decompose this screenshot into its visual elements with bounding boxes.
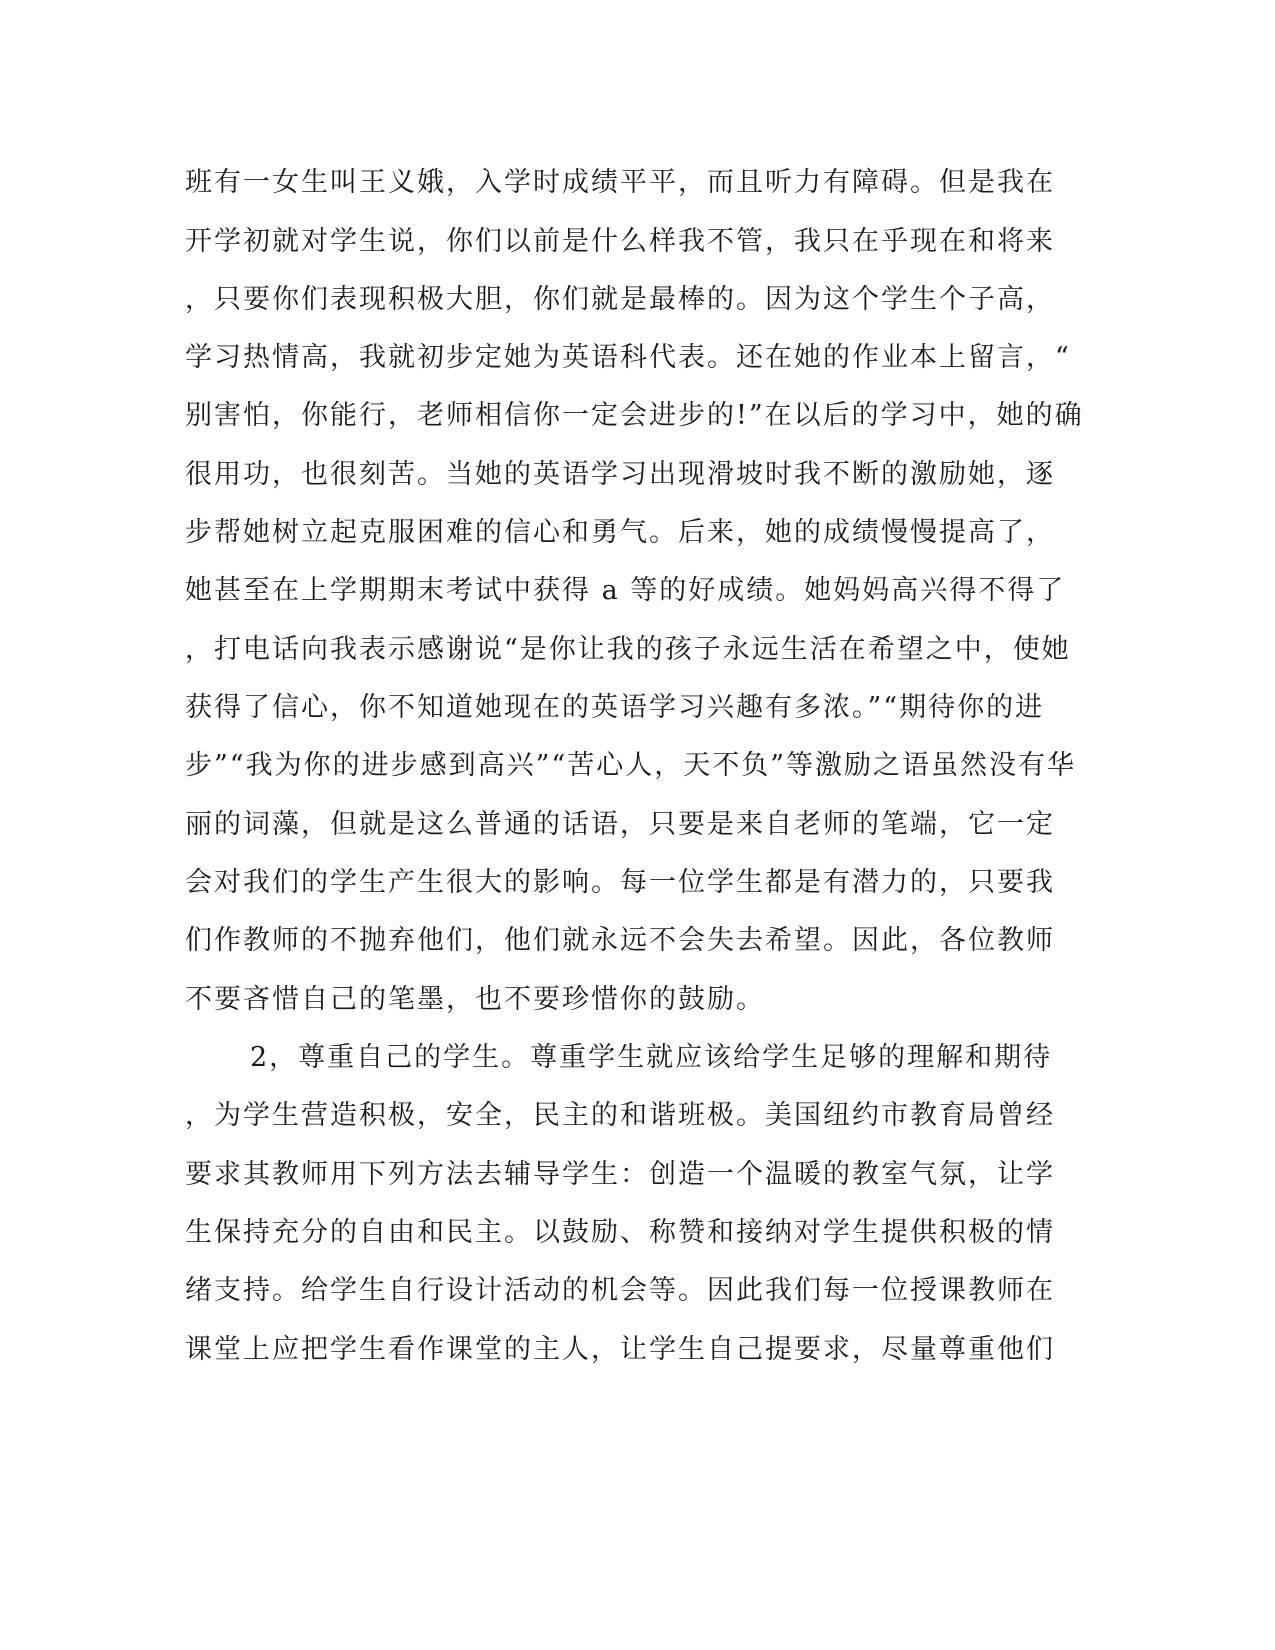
text-line: ，只要你们表现积极大胆，你们就是最棒的。因为这个学生个子高， xyxy=(185,284,1055,315)
text-line: 要求其教师用下列方法去辅导学生：创造一个温暖的教室气氛，让学 xyxy=(185,1159,1055,1190)
text-line: 获得了信心，你不知道她现在的英语学习兴趣有多浓。”“期待你的进 xyxy=(185,692,1045,723)
text-line: 绪支持。给学生自行设计活动的机会等。因此我们每一位授课教师在 xyxy=(185,1275,1055,1306)
text-line: 步帮她树立起克服困难的信心和勇气。后来，她的成绩慢慢提高了， xyxy=(185,517,1055,548)
text-line: 她甚至在上学期期末考试中获得 a 等的好成绩。她妈妈高兴得不得了 xyxy=(185,575,1066,606)
text-line: ，为学生营造积极，安全，民主的和谐班极。美国纽约市教育局曾经 xyxy=(185,1100,1055,1131)
text-line: 不要吝惜自己的笔墨，也不要珍惜你的鼓励。 xyxy=(185,984,765,1015)
text-line: 学习热情高，我就初步定她为英语科代表。还在她的作业本上留言，“ xyxy=(185,342,1071,373)
text-line: 会对我们的学生产生很大的影响。每一位学生都是有潜力的，只要我 xyxy=(185,867,1055,898)
text-line: ，打电话向我表示感谢说“是你让我的孩子永远生活在希望之中，使她 xyxy=(185,634,1071,665)
paragraph-start-line: 2，尊重自己的学生。尊重学生就应该给学生足够的理解和期待 xyxy=(250,1042,1053,1073)
text-line: 很用功，也很刻苦。当她的英语学习出现滑坡时我不断的激励她，逐 xyxy=(185,459,1055,490)
text-line: 班有一女生叫王义娥，入学时成绩平平，而且听力有障碍。但是我在 xyxy=(185,167,1055,198)
text-line: 步”“我为你的进步感到高兴”“苦心人，天不负”等激励之语虽然没有华 xyxy=(185,750,1077,781)
text-line: 生保持充分的自由和民主。以鼓励、称赞和接纳对学生提供积极的情 xyxy=(185,1217,1055,1248)
text-line: 别害怕，你能行，老师相信你一定会进步的!”在以后的学习中，她的确 xyxy=(185,400,1084,431)
text-line: 们作教师的不抛弃他们，他们就永远不会失去希望。因此，各位教师 xyxy=(185,925,1055,956)
text-line: 丽的词藻，但就是这么普通的话语，只要是来自老师的笔端，它一定 xyxy=(185,809,1055,840)
text-line: 开学初就对学生说，你们以前是什么样我不管，我只在乎现在和将来 xyxy=(185,226,1055,257)
text-line: 课堂上应把学生看作课堂的主人，让学生自己提要求，尽量尊重他们 xyxy=(185,1334,1055,1365)
